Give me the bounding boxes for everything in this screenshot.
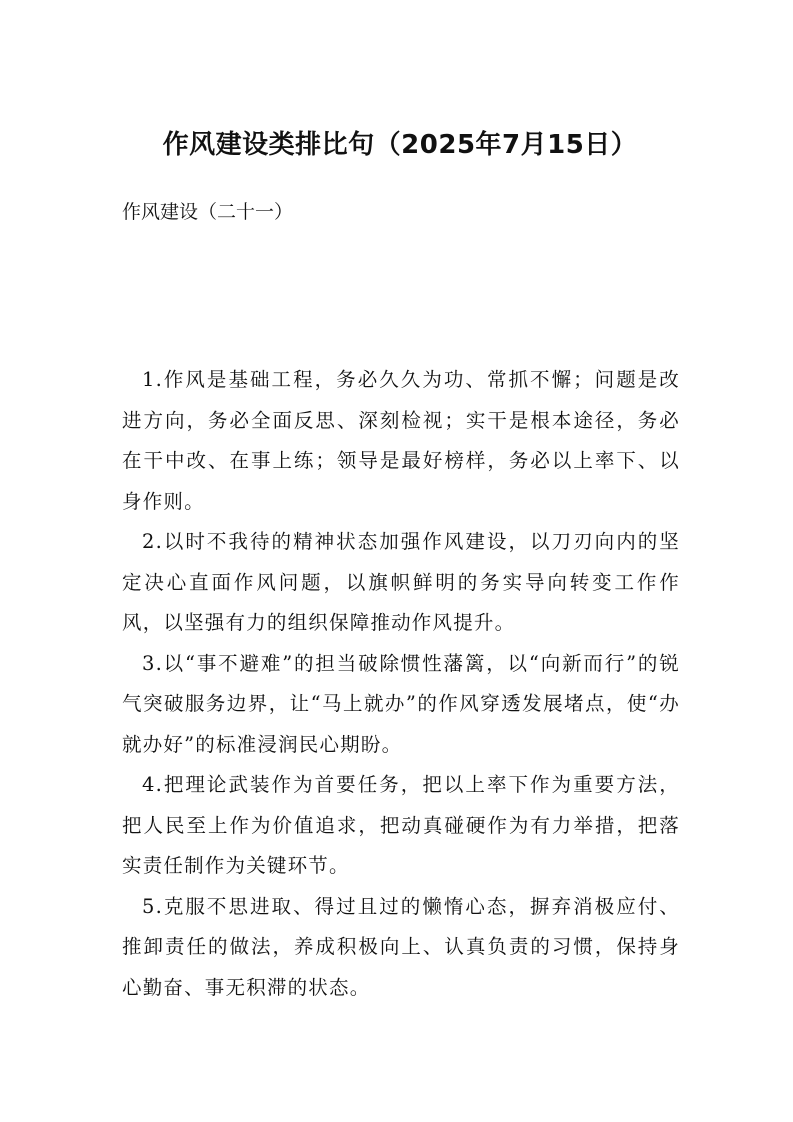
paragraph-1: 1.作风是基础工程，务必久久为功、常抓不懈；问题是改进方向，务必全面反思、深刻检视；实干是根本途径，务必在干中改、在事上练；领导是最好榜样，务必以上率下、以身作则。 bbox=[122, 368, 680, 513]
paragraph-3: 3.以“事不避难”的担当破除惯性藩篱，以“向新而行”的锐气突破服务边界，让“马上就办”的作风穿透发展堵点，使“办就办好”的标准浸润民心期盼。 bbox=[122, 651, 680, 756]
document-subtitle: 作风建设（二十一） bbox=[122, 201, 294, 223]
document-title: 作风建设类排比句（2025年7月15日） bbox=[162, 130, 638, 160]
document-body bbox=[122, 360, 680, 1008]
paragraph-5: 5.克服不思进取、得过且过的懒惰心态，摒弃消极应付、推卸责任的做法，养成积极向上、认真负责的习惯，保持身心勤奋、事无积滞的状态。 bbox=[122, 894, 680, 999]
paragraph-4: 4.把理论武装作为首要任务，把以上率下作为重要方法，把人民至上作为价值追求，把动真碰硬作为有力举措，把落实责任制作为关键环节。 bbox=[122, 773, 680, 877]
paragraph-2: 2.以时不我待的精神状态加强作风建设，以刀刃向内的坚定决心直面作风问题，以旗帜鲜明的务实导向转变工作作风，以坚强有力的组织保障推动作风提升。 bbox=[122, 530, 680, 634]
